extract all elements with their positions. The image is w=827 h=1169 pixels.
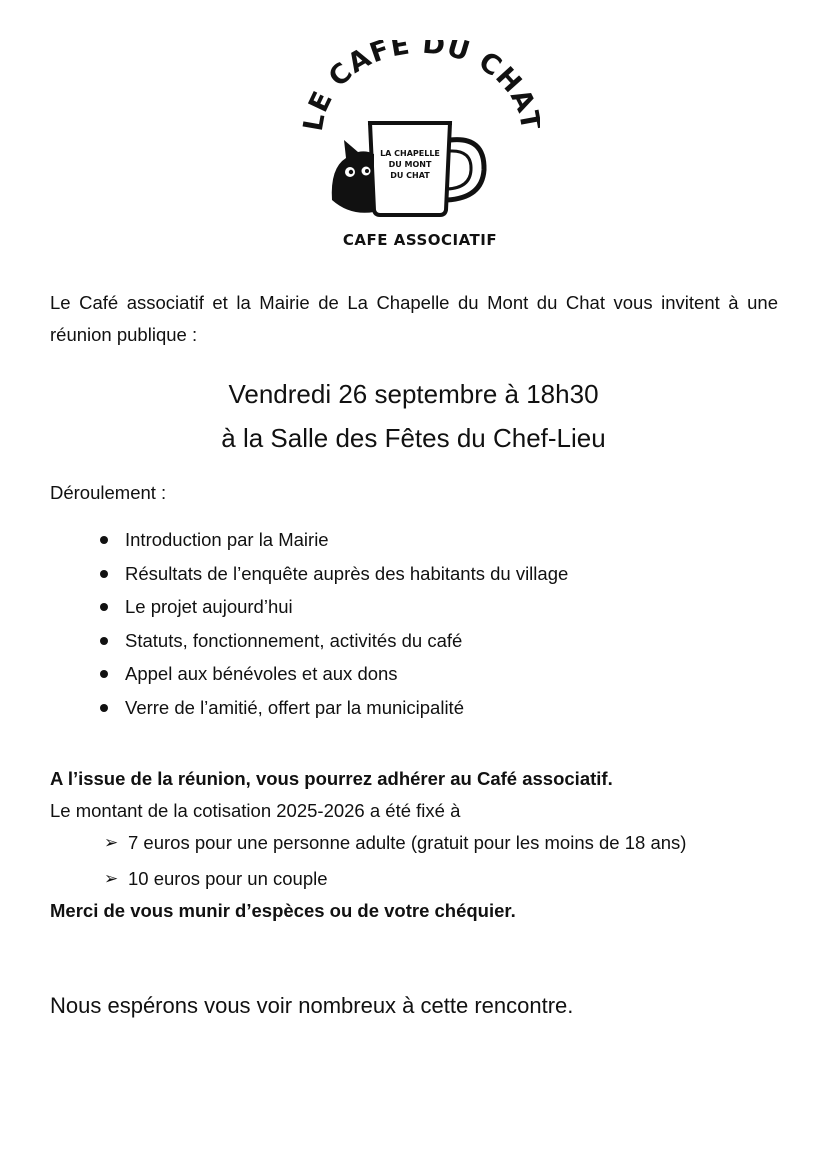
list-item <box>100 657 568 691</box>
program-item-label: Introduction par la Mairie <box>125 529 329 550</box>
list-item <box>100 523 568 557</box>
bullet-icon <box>100 704 108 712</box>
mug-text-line-3: DU CHAT <box>390 171 430 180</box>
list-item <box>102 863 790 895</box>
fee-intro: Le montant de la cotisation 2025-2026 a été fixé à <box>50 800 461 821</box>
membership-headline: A l’issue de la réunion, vous pourrez adhérer au Café associatif. <box>50 768 613 789</box>
bullet-icon <box>100 637 108 645</box>
payment-reminder: Merci de vous munir d’espèces ou de votre chéquier. <box>50 900 516 921</box>
program-item-label: Le projet aujourd’hui <box>125 596 293 618</box>
bullet-icon <box>100 670 108 678</box>
program-item-label: Verre de l’amitié, offert par la municipalité <box>125 696 464 718</box>
program-item-label: Résultats de l’enquête auprès des habitants du village <box>125 562 569 584</box>
bullet-icon <box>100 603 108 611</box>
closing-sentence: Nous espérons vous voir nombreux à cette rencontre. <box>50 993 574 1018</box>
fee-item-label: 10 euros pour un couple <box>128 868 328 889</box>
list-item <box>102 827 790 859</box>
program-title: Déroulement : <box>50 482 167 503</box>
intro-paragraph: Le Café associatif et la Mairie de La Chapelle du Mont du Chat vous invitent à une réunion publique : <box>50 292 778 345</box>
bullet-icon <box>100 570 108 578</box>
event-date: Vendredi 26 septembre à 18h30 <box>228 379 599 409</box>
bullet-icon <box>100 536 108 544</box>
logo-caption: CAFE ASSOCIATIF <box>342 231 498 249</box>
svg-text:LE CAFÉ DU CHAT <box>300 40 540 133</box>
program-item-label: Appel aux bénévoles et aux dons <box>125 663 398 685</box>
mug-text-line-1: LA CHAPELLE <box>380 149 440 158</box>
program-item-label: Statuts, fonctionnement, activités du café <box>125 629 463 651</box>
cat-and-mug-icon <box>300 40 540 240</box>
membership-section <box>50 763 790 927</box>
fee-item-label: 7 euros pour une personne adulte (gratuit pour les moins de 18 ans) <box>128 832 687 853</box>
arrow-bullet-icon: ➢ <box>104 869 119 889</box>
list-item <box>100 590 568 624</box>
fee-list <box>50 827 790 895</box>
program-list <box>100 523 568 725</box>
list-item <box>100 691 568 725</box>
cafe-du-chat-logo <box>300 40 540 260</box>
event-place: à la Salle des Fêtes du Chef-Lieu <box>221 423 606 453</box>
mug-text-line-2: DU MONT <box>388 160 432 169</box>
logo-arc-text: LE CAFÉ DU CHA <box>300 40 540 134</box>
arrow-bullet-icon: ➢ <box>104 833 119 853</box>
event-details <box>0 372 827 460</box>
list-item <box>100 557 568 591</box>
list-item <box>100 624 568 658</box>
